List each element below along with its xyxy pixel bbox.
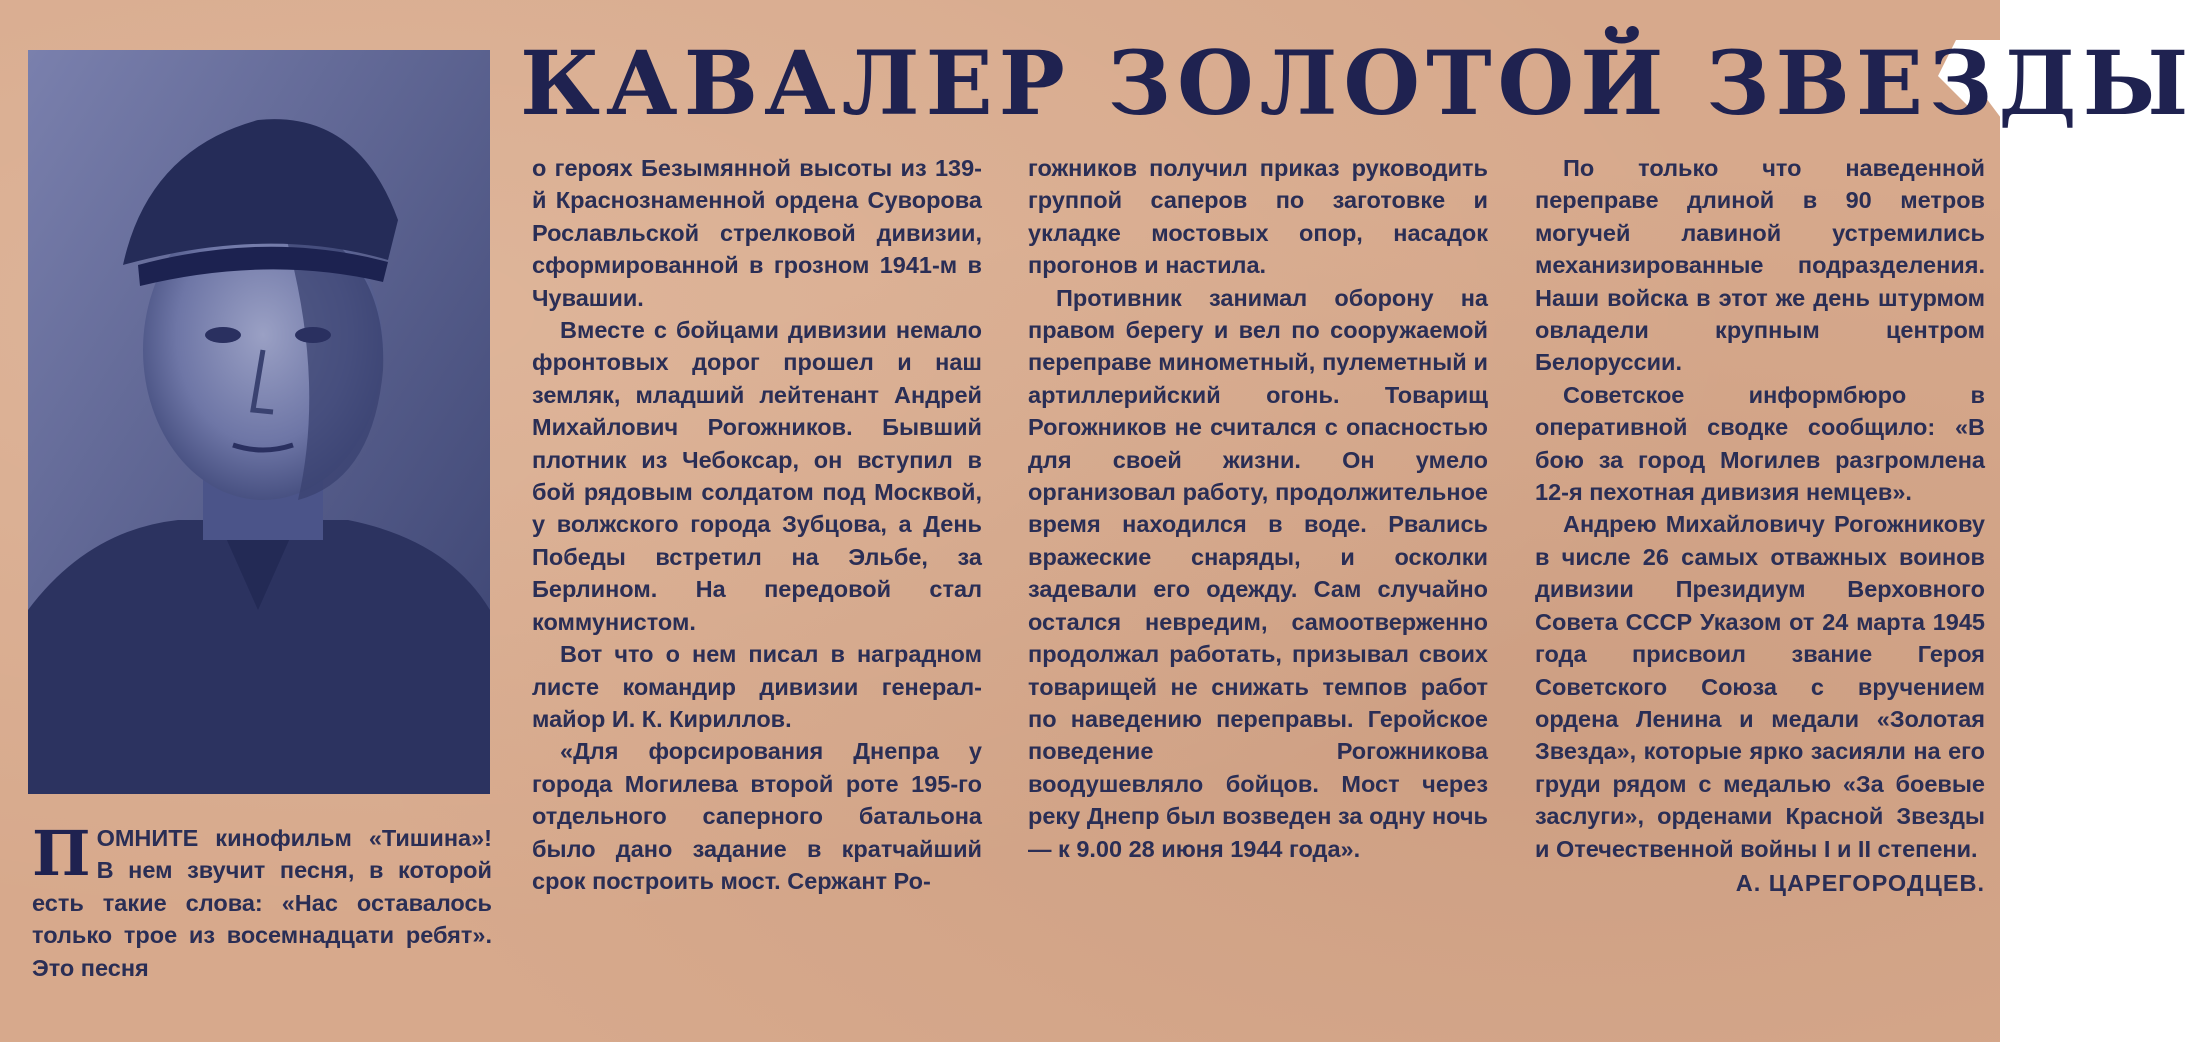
paragraph: Вместе с бойцами дивизии немало фронтовых дорог прошел и наш земляк, младший лейтенант Андрей Михайлович Рогожников. Бывший плотник из Чебоксар, он вступил в бой рядовым солдатом под Москвой, у волжского города Зубцова, а День Победы встретил на Эльбе, за Берлином. На передовой стал коммунистом. bbox=[532, 317, 982, 635]
paragraph: Советское информбюро в оперативной сводке сообщило: «В бою за город Могилев разгромлена 12-я пехотная дивизия немцев». bbox=[1535, 381, 1985, 506]
intro-paragraph bbox=[32, 817, 492, 984]
article-column-3 bbox=[1535, 152, 1985, 899]
paragraph: «Для форсирования Днепра у города Могилева второй роте 195-го отдельного саперного батальона было дано задание в кратчайший срок построить мост. Сержант Ро- bbox=[532, 738, 982, 894]
paragraph: гожников получил приказ руководить группой саперов по заготовке и укладке мостовых опор, насадок прогонов и настила. bbox=[1028, 155, 1488, 279]
portrait-illustration bbox=[28, 50, 490, 794]
paragraph: о героях Безымянной высоты из 139-й Краснознаменной ордена Суворова Рославльской стрелковой дивизии, сформированной в грозном 1941-м в Чувашии. bbox=[532, 155, 982, 311]
paragraph: По только что наведенной переправе длиной в 90 метров могучей лавиной устремились механизированные подразделения. Наши войска в этот же день штурмом овладели крупным центром Белоруссии. bbox=[1535, 155, 1985, 376]
portrait-photo bbox=[28, 50, 490, 794]
article-headline: КАВАЛЕР ЗОЛОТОЙ ЗВЕЗДЫ bbox=[520, 31, 2194, 135]
paragraph: Противник занимал оборону на правом берегу и вел по сооружаемой переправе минометный, пулеметный и артиллерийский огонь. Товарищ Рогожников не считался с опасностью для своей жизни. Он умело организовал работу, продолжительное время находился в воде. Рвались вражеские снаряды, и осколки задевали его одежду. Сам случайно остался невредим, самоотверженно продолжал работать, призывал своих товарищей не снижать темпов работ по наведению переправы. Геройское поведение Рогожникова воодушевляло бойцов. Мост через реку Днепр был возведен за одну ночь — к 9.00 28 июня 1944 года». bbox=[1028, 284, 1488, 862]
paragraph: Андрею Михайловичу Рогожникову в числе 26 самых отважных воинов дивизии Президиум Верховного Совета СССР Указом от 24 марта 1945 года присвоил звание Героя Советского Союза с вручением ордена Ленина и медали «Золотая Звезда», которые ярко засияли на его груди рядом с медалью «За боевые заслуги», орденами Красной Звезды и Отечественной войны I и II степени. bbox=[1535, 511, 1985, 862]
author-signature: А. ЦАРЕГОРОДЦЕВ. bbox=[1735, 869, 1985, 896]
article-column-2 bbox=[1028, 152, 1488, 865]
drop-cap: П bbox=[32, 817, 91, 890]
intro-text: ОМНИТЕ кинофильм «Тишина»! В нем звучит песня, в которой есть такие слова: «Нас оставалось только трое из восемнадцати ребят». Это песня bbox=[32, 825, 492, 981]
paragraph: Вот что о нем писал в наградном листе командир дивизии генерал-майор И. К. Кириллов. bbox=[532, 641, 982, 732]
article-column-1 bbox=[532, 152, 982, 897]
